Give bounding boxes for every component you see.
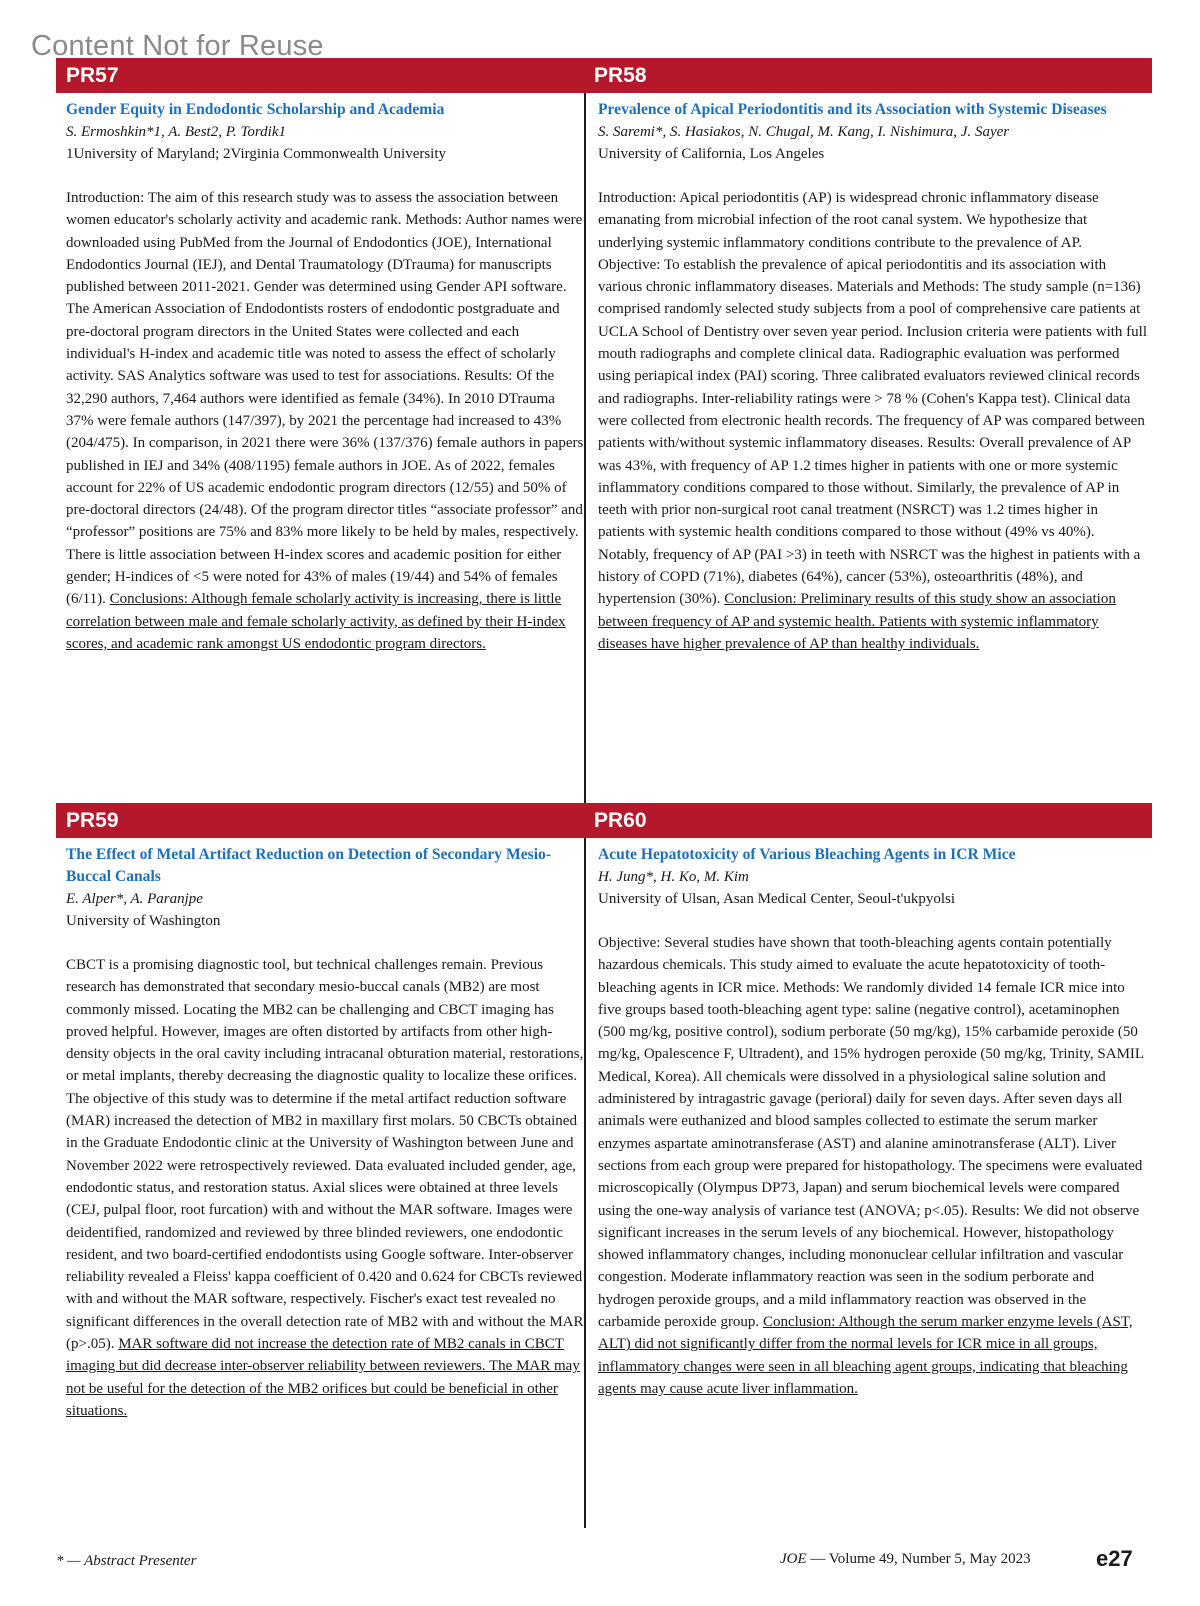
abstract-text [598, 187, 1148, 655]
abstract-pr60 [588, 803, 1152, 1400]
abstract-title: Acute Hepatotoxicity of Various Bleaching Agents in ICR Mice [598, 846, 1016, 863]
abstract-text [66, 954, 584, 1422]
abstract-body: Introduction: The aim of this research study was to assess the association between women educator's scholarly activity and academic rank. Methods: Author names were downloaded using PubMed from the Journal of Endodontics (JOE), International Endodontics Journal (IEJ), and Dental Traumatology (DTrauma) for manuscripts published between 2011-2021. Gender was determined using Gender API software. The American Association of Endodontists rosters of endodontic postgraduate and pre-doctoral program directors in the United States were collected and each individual's H-index and academic title was noted to assess the effect of scholarly activity. SAS Analytics software was used to test for associations. Results: Of the 32,290 authors, 7,464 authors were identified as female (34%). In 2010 DTrauma 37% were female authors (147/397), by 2021 the percentage had increased to 43% (204/475). In comparison, in 2021 there were 36% (137/376) female authors in papers published in IEJ and 34% (408/1195) female authors in JOE. As of 2022, females account for 22% of US academic endodontic program directors (12/55) and 50% of pre-doctoral directors (24/48). Of the program director titles “associate professor” and “professor” positions are 75% and 83% more likely to be held by males, respectively. There is little association between H-index scores and academic position for either gender; H-indices of <5 were noted for 43% of males (19/44) and 54% of females (6/11). [66, 190, 584, 608]
abstract-text [66, 187, 584, 655]
abstract-id-banner: PR60 [584, 803, 1152, 838]
abstract-id-banner: PR58 [584, 58, 1152, 93]
abstract-pr57 [56, 58, 584, 655]
abstract-pr59 [56, 803, 584, 1422]
abstract-conclusion: Conclusions: Although female scholarly activity is increasing, there is little correlation between male and female scholarly activity, as defined by their H-index scores, and academic rank amongst US endodontic program directors. [66, 591, 566, 652]
abstract-affiliation: 1University of Maryland; 2Virginia Commonwealth University [66, 146, 447, 162]
abstracts-grid [56, 58, 1152, 1538]
abstract-body: Introduction: Apical periodontitis (AP) is widespread chronic inflammatory disease emanating from microbial infection of the root canal system. We hypothesize that underlying systemic inflammatory conditions contribute to the prevalence of AP. Objective: To establish the prevalence of apical periodontitis and its association with various chronic inflammatory diseases. Materials and Methods: The study sample (n=136) comprised randomly selected study subjects from a pool of comprehensive care patients at UCLA School of Dentistry over seven year period. Inclusion criteria were patients with full mouth radiographs and complete clinical data. Radiographic evaluation was performed using periapical index (PAI) scoring. Three calibrated evaluators reviewed clinical records and radiographs. Inter-reliability ratings were > 78 % (Cohen's Kappa test). Clinical data were collected from electronic health records. The frequency of AP was compared between patients with/without systemic inflammatory diseases. Results: Overall prevalence of AP was 43%, with frequency of AP 1.2 times higher in patients with one or more systemic inflammatory conditions compared to those without. Similarly, the prevalence of AP in teeth with prior non-surgical root canal treatment (NSRCT) was 1.2 times higher in patients with systemic health conditions compared to those without (49% vs 40%). Notably, frequency of AP (PAI >3) in teeth with NSRCT was the highest in patients with a history of COPD (71%), diabetes (64%), cancer (53%), osteoarthritis (48%), and hypertension (30%). [598, 190, 1148, 608]
abstract-conclusion: Conclusion: Preliminary results of this study show an association between frequency of AP and systemic health. Patients with systemic inflammatory diseases have higher prevalence of AP than healthy individuals. [598, 591, 1116, 652]
abstract-text [598, 932, 1148, 1400]
abstract-conclusion: Conclusion: Although the serum marker enzyme levels (AST, ALT) did not significantly differ from the normal levels for ICR mice in all groups, inflammatory changes were seen in all bleaching agent groups, indicating that bleaching agents may cause acute liver inflammation. [598, 1314, 1133, 1397]
abstract-title: The Effect of Metal Artifact Reduction on Detection of Secondary Mesio-Buccal Canals [66, 846, 552, 885]
abstract-authors: S. Saremi*, S. Hasiakos, N. Chugal, M. Kang, I. Nishimura, J. Sayer [598, 124, 1010, 140]
abstract-title: Prevalence of Apical Periodontitis and its Association with Systemic Diseases [598, 101, 1107, 118]
abstract-title: Gender Equity in Endodontic Scholarship and Academia [66, 101, 445, 118]
column-divider [584, 58, 586, 1528]
page-number: e27 [1096, 1546, 1133, 1571]
abstract-affiliation: University of Washington [66, 913, 221, 929]
presenter-footnote: * — Abstract Presenter [56, 1553, 197, 1569]
journal-citation [780, 1551, 1031, 1568]
abstract-id-banner: PR59 [56, 803, 584, 838]
abstract-authors: H. Jung*, H. Ko, M. Kim [598, 869, 749, 885]
journal-issue: — Volume 49, Number 5, May 2023 [810, 1551, 1031, 1567]
abstract-conclusion: MAR software did not increase the detection rate of MB2 canals in CBCT imaging but did decrease inter-observer reliability between reviewers. The MAR may not be useful for the detection of the MB2 orifices but could be beneficial in other situations. [66, 1336, 580, 1419]
abstract-affiliation: University of California, Los Angeles [598, 146, 825, 162]
abstract-body: CBCT is a promising diagnostic tool, but technical challenges remain. Previous research has demonstrated that secondary mesio-buccal canals (MB2) are most commonly missed. Locating the MB2 can be challenging and CBCT imaging has proved helpful. However, images are often distorted by artifacts from other high-density objects in the oral cavity including intracanal obturation material, restorations, or metal implants, thereby decreasing the diagnostic quality to localize these orifices. The objective of this study was to determine if the metal artifact reduction software (MAR) increased the detection of MB2 in maxillary first molars. 50 CBCTs obtained in the Graduate Endodontic clinic at the University of Washington between June and November 2022 were retrospectively reviewed. Data evaluated included gender, age, endodontic status, and restoration status. Axial slices were obtained at three levels (CEJ, pulpal floor, root furcation) with and without the MAR software. Images were deidentified, randomized and reviewed by three blinded reviewers, one endodontic resident, and two board-certified endodontists using Google software. Inter-observer reliability revealed a Fleiss' kappa coefficient of 0.420 and 0.624 for CBCTs reviewed with and without the MAR software, respectively. Fischer's exact test revealed no significant differences in the overall detection rate of MB2 with and without the MAR (p>.05). [66, 957, 584, 1353]
abstract-id-banner: PR57 [56, 58, 584, 93]
abstract-pr58 [588, 58, 1152, 655]
abstract-affiliation: University of Ulsan, Asan Medical Center, Seoul-t'ukpyolsi [598, 891, 956, 907]
abstract-authors: S. Ermoshkin*1, A. Best2, P. Tordik1 [66, 124, 287, 140]
watermark: Content Not for Reuse [31, 30, 324, 62]
abstract-body: Objective: Several studies have shown that tooth-bleaching agents contain potentially hazardous chemicals. This study aimed to evaluate the acute hepatotoxicity of tooth-bleaching agents in ICR mice. Methods: We randomly divided 14 female ICR mice into five groups based tooth-bleaching agent type: saline (negative control), acetaminophen (500 mg/kg, positive control), sodium perborate (50 mg/kg), 15% carbamide peroxide (50 mg/kg, Opalescence F, Ultradent), and 15% hydrogen peroxide (50 mg/kg, Trinity, SAMIL Medical, Korea). All chemicals were dissolved in a physiological saline solution and administered by intragastric gavage (perioral) daily for seven days. After seven days all animals were euthanized and blood samples collected to estimate the serum marker enzymes aspartate aminotransferase (AST) and alanine aminotransferase (ALT). Liver sections from each group were prepared for histopathology. The specimens were evaluated microscopically (Olympus DP73, Japan) and serum biochemical levels were compared using the one-way analysis of variance test (ANOVA; p<.05). Results: We did not observe significant increases in the serum levels of any biochemical. However, histopathology showed inflammatory changes, including mononuclear cellular infiltration and vascular congestion. Moderate inflammatory reaction was seen in the sodium perborate and hydrogen peroxide groups, and a mild inflammatory reaction was observed in the carbamide peroxide group. [598, 935, 1144, 1331]
abstract-authors: E. Alper*, A. Paranjpe [66, 891, 203, 907]
journal-name: JOE [780, 1551, 807, 1567]
